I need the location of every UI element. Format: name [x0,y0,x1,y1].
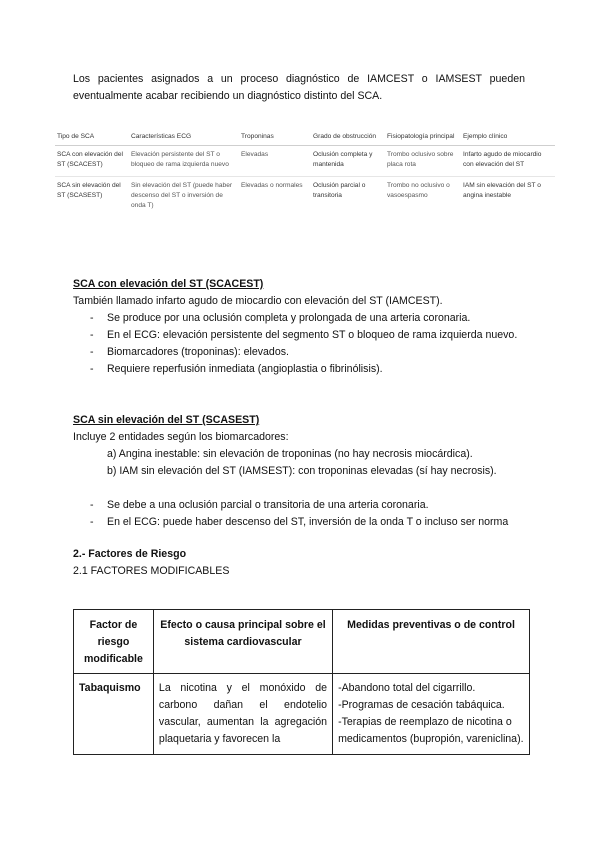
table-header: Medidas preventivas o de control [333,610,530,674]
scasest-list [73,497,533,531]
table-row [55,177,555,218]
scasest-subtitle: Incluye 2 entidades según los biomarcadores: [73,431,289,443]
table-header-row [55,130,555,146]
table-cell: Oclusión completa y mantenida [313,151,373,168]
scacest-heading: SCA con elevación del ST (SCACEST) [73,278,264,290]
table-cell [333,674,530,755]
list-item: b) IAM sin elevación del ST (IAMSEST): con troponinas elevadas (sí hay necrosis). [107,465,497,477]
table-header: Factor de riesgo modificable [74,610,154,674]
scasest-section [73,412,533,531]
table-header: Características ECG [129,130,239,146]
list-item: - Requiere reperfusión inmediata (angioplastia o fibrinólisis). [73,361,528,378]
list-item: - En el ECG: elevación persistente del segmento ST o bloqueo de rama izquierda nuevo. [73,327,528,344]
list-item: - En el ECG: puede haber descenso del ST, inversión de la onda T o incluso ser norma [73,514,533,531]
table-cell: Elevación persistente del ST o bloqueo de rama izquierda nuevo [131,151,229,168]
list-item: - Se debe a una oclusión parcial o transitoria de una arteria coronaria. [73,497,533,514]
scasest-heading: SCA sin elevación del ST (SCASEST) [73,414,260,426]
risk-section-heading [73,546,229,580]
list-item: -Programas de cesación tabáquica. [338,699,505,711]
table-header: Tipo de SCA [55,130,129,146]
table-header: Troponinas [239,130,311,146]
section-subheading: 2.1 FACTORES MODIFICABLES [73,565,230,577]
table-cell: Elevadas o normales [239,177,311,218]
table-row [55,146,555,177]
table-row [74,674,530,755]
list-item: - Se produce por una oclusión completa y prolongada de una arteria coronaria. [73,310,528,327]
table-cell: La nicotina y el monóxido de carbono dañan el endotelio vascular, aumentan la agregación plaquetaria y favorecen la [153,674,332,755]
table-header: Ejemplo clínico [461,130,555,146]
risk-factors-table [73,609,530,755]
table-cell: Elevadas [241,151,269,158]
intro-paragraph: Los pacientes asignados a un proceso diagnóstico de IAMCEST o IAMSEST pueden eventualmente acabar recibiendo un diagnóstico distinto del SCA. [73,73,525,102]
scacest-subtitle: También llamado infarto agudo de miocardio con elevación del ST (IAMCEST). [73,295,443,307]
list-item: -Abandono total del cigarrillo. [338,682,476,694]
table-cell: Oclusión parcial o transitoria [311,177,385,218]
list-item: - Biomarcadores (troponinas): elevados. [73,344,528,361]
list-item: -Terapias de reemplazo de nicotina o medicamentos (bupropión, vareniclina). [338,716,524,745]
table-header: Efecto o causa principal sobre el sistema cardiovascular [153,610,332,674]
list-item: a) Angina inestable: sin elevación de troponinas (no hay necrosis miocárdica). [107,448,473,460]
table-cell: Sin elevación del ST (puede haber descenso del ST o inversión de onda T) [129,177,239,218]
table-cell: SCA sin elevación del ST (SCASEST) [55,177,129,218]
section-heading: 2.- Factores de Riesgo [73,548,187,560]
table-cell: IAM sin elevación del ST o angina inestable [461,177,555,218]
table-header-row [74,610,530,674]
table-cell: Trombo no oclusivo o vasoespasmo [385,177,461,218]
table-header: Fisiopatología principal [385,130,461,146]
sca-comparison-table [55,130,555,217]
scacest-section [73,276,528,378]
table-cell: Tabaquismo [74,674,154,755]
scacest-list [73,310,528,378]
table-cell: Infarto agudo de miocardio con elevación del ST [463,151,542,168]
table-cell: SCA con elevación del ST (SCACEST) [57,151,123,168]
table-cell: Trombo oclusivo sobre placa rota [387,151,454,168]
table-header: Grado de obstrucción [311,130,385,146]
